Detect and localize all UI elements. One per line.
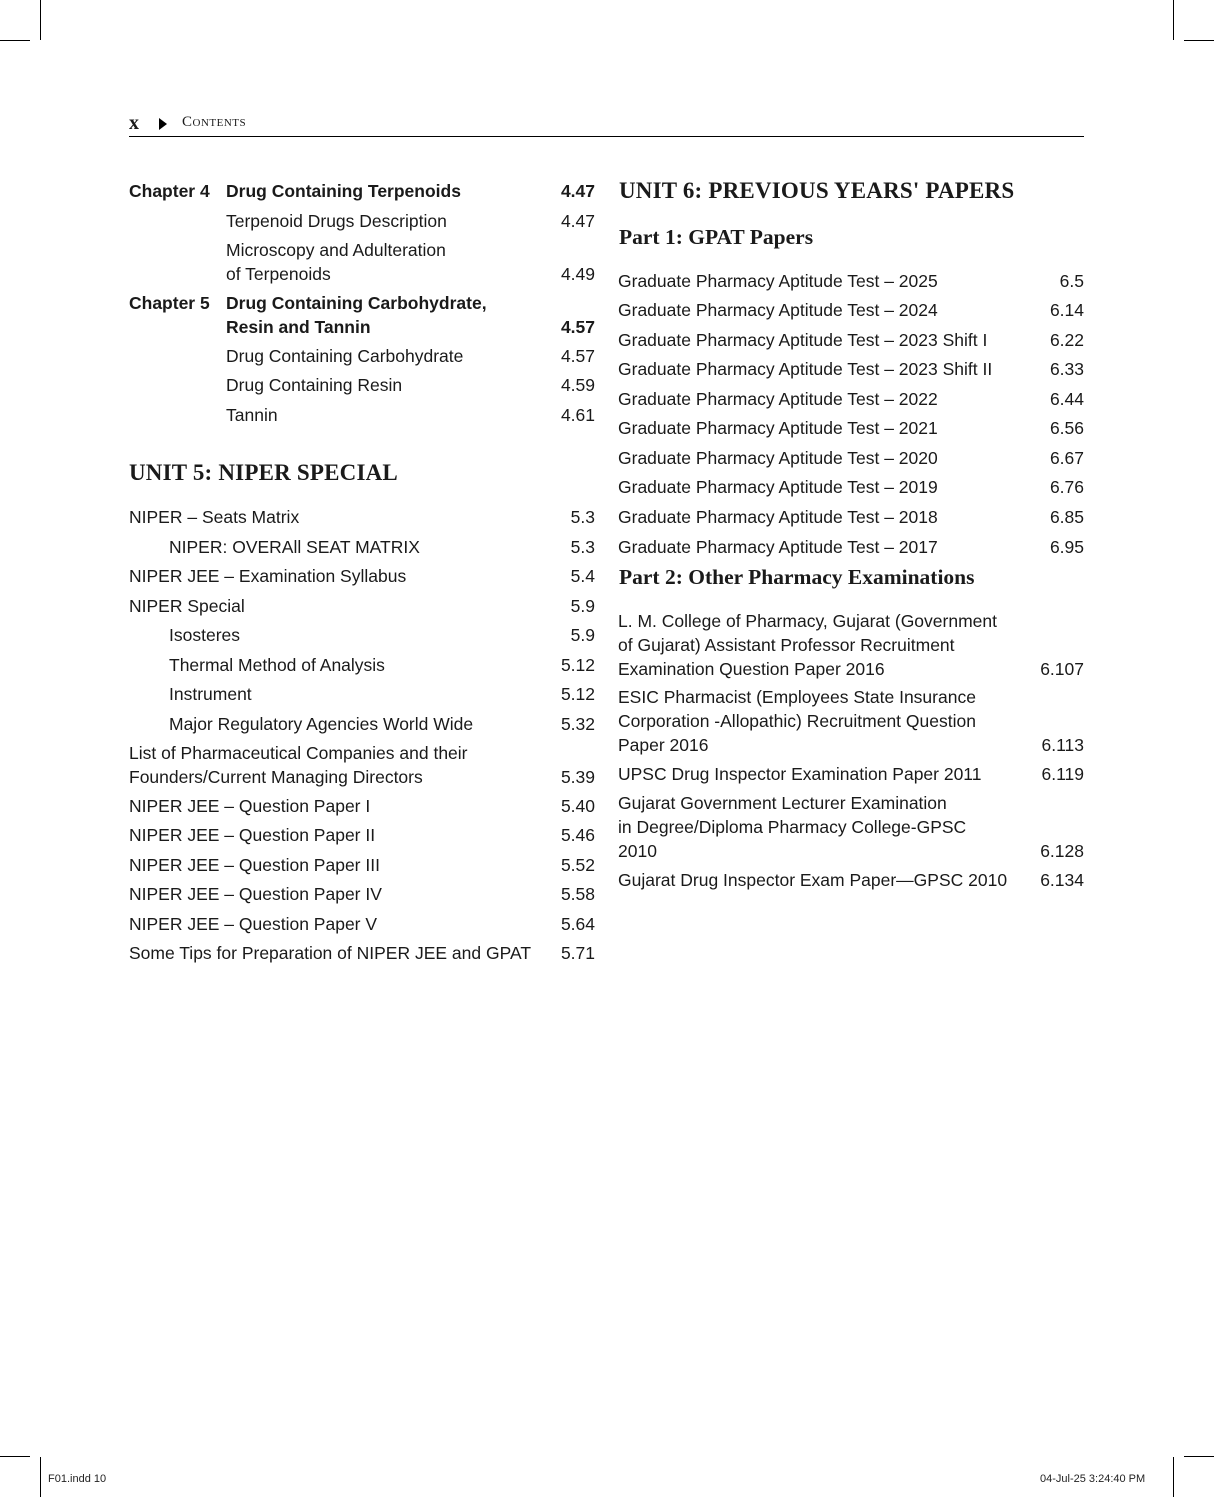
crop-mark bbox=[1173, 1457, 1174, 1497]
page-ref: 6.107 bbox=[1040, 659, 1084, 679]
page-ref: 5.40 bbox=[560, 796, 595, 816]
page-ref: 4.61 bbox=[560, 405, 595, 425]
crop-mark bbox=[1184, 40, 1214, 41]
toc-entry[interactable]: Graduate Pharmacy Aptitude Test – 2021 6.56 bbox=[618, 418, 1084, 438]
page-ref: 4.59 bbox=[560, 375, 595, 395]
page-ref: 5.3 bbox=[570, 507, 595, 527]
toc-entry[interactable]: Major Regulatory Agencies World Wide 5.32 bbox=[169, 714, 595, 734]
toc-entry[interactable]: NIPER JEE – Question Paper V 5.64 bbox=[129, 914, 595, 934]
page-ref: 4.57 bbox=[560, 346, 595, 366]
toc-entry[interactable]: Terpenoid Drugs Description 4.47 bbox=[226, 211, 595, 231]
crop-mark bbox=[0, 40, 30, 41]
part-heading: Part 1: GPAT Papers bbox=[619, 225, 814, 249]
page-ref: 4.49 bbox=[560, 264, 595, 284]
page-ref: 6.85 bbox=[1049, 507, 1084, 527]
page-ref: 6.134 bbox=[1040, 870, 1084, 890]
toc-entry[interactable]: UPSC Drug Inspector Examination Paper 2011 6.119 bbox=[618, 764, 1084, 784]
toc-entry[interactable]: Graduate Pharmacy Aptitude Test – 2022 6.44 bbox=[618, 389, 1084, 409]
crop-mark bbox=[1184, 1456, 1214, 1457]
page-ref: 5.9 bbox=[570, 625, 595, 645]
footer-file: F01.indd 10 bbox=[48, 1473, 107, 1485]
header-title: Contents bbox=[182, 114, 247, 130]
page-ref: 5.4 bbox=[570, 566, 595, 586]
page-ref: 6.128 bbox=[1040, 841, 1084, 861]
toc-entry[interactable]: Microscopy and Adulteration of Terpenoids 4.49 bbox=[226, 240, 595, 284]
page-ref: 5.9 bbox=[570, 596, 595, 616]
page-ref: 6.44 bbox=[1049, 389, 1084, 409]
page-ref: 4.57 bbox=[560, 317, 595, 337]
toc-entry[interactable]: Graduate Pharmacy Aptitude Test – 2017 6.95 bbox=[618, 537, 1084, 557]
page-ref: 6.56 bbox=[1049, 418, 1084, 438]
toc-entry[interactable]: Gujarat Drug Inspector Exam Paper—GPSC 2010 6.134 bbox=[618, 870, 1084, 890]
toc-entry[interactable]: Drug Containing Carbohydrate 4.57 bbox=[226, 346, 595, 366]
page-ref: 6.76 bbox=[1049, 477, 1084, 497]
toc-entry[interactable]: Graduate Pharmacy Aptitude Test – 2024 6.14 bbox=[618, 300, 1084, 320]
crop-mark bbox=[0, 1456, 30, 1457]
page-ref: 4.47 bbox=[560, 211, 595, 231]
part-heading: Part 2: Other Pharmacy Examinations bbox=[619, 565, 975, 589]
running-header bbox=[129, 112, 1084, 137]
toc-entry[interactable]: Graduate Pharmacy Aptitude Test – 2025 6.5 bbox=[618, 271, 1084, 291]
page-ref: 6.113 bbox=[1041, 735, 1084, 755]
page-ref: 6.5 bbox=[1059, 271, 1084, 291]
page-number: x bbox=[129, 112, 139, 134]
page-ref: 6.119 bbox=[1041, 764, 1084, 784]
toc-entry[interactable]: L. M. College of Pharmacy, Gujarat (Government of Gujarat) Assistant Professor Recruitment Examination Question Paper 2016 6.107 bbox=[618, 611, 1084, 679]
toc-entry[interactable]: NIPER – Seats Matrix 5.3 bbox=[129, 507, 595, 527]
toc-entry[interactable]: Graduate Pharmacy Aptitude Test – 2023 Shift II 6.33 bbox=[618, 359, 1084, 379]
page-ref: 5.58 bbox=[560, 884, 595, 904]
toc-entry[interactable]: Gujarat Government Lecturer Examination in Degree/Diploma Pharmacy College-GPSC 2010 6.128 bbox=[618, 793, 1084, 861]
toc-entry[interactable]: NIPER JEE – Question Paper I 5.40 bbox=[129, 796, 595, 816]
toc-entry[interactable]: Some Tips for Preparation of NIPER JEE and GPAT 5.71 bbox=[129, 943, 595, 963]
toc-entry[interactable]: Graduate Pharmacy Aptitude Test – 2023 Shift I 6.22 bbox=[618, 330, 1084, 350]
toc-entry[interactable]: List of Pharmaceutical Companies and their Founders/Current Managing Directors 5.39 bbox=[129, 743, 595, 787]
toc-entry[interactable]: NIPER: OVERAll SEAT MATRIX 5.3 bbox=[169, 537, 595, 557]
page-ref: 5.71 bbox=[560, 943, 595, 963]
toc-entry[interactable]: Isosteres 5.9 bbox=[169, 625, 595, 645]
page-ref: 5.12 bbox=[560, 655, 595, 675]
toc-entry[interactable]: NIPER JEE – Question Paper II 5.46 bbox=[129, 825, 595, 845]
page-ref: 6.67 bbox=[1049, 448, 1084, 468]
toc-entry[interactable]: NIPER JEE – Question Paper III 5.52 bbox=[129, 855, 595, 875]
toc-entry[interactable]: Drug Containing Resin 4.59 bbox=[226, 375, 595, 395]
crop-mark bbox=[1173, 0, 1174, 40]
triangle-right-icon bbox=[159, 118, 167, 130]
unit-heading: UNIT 6: PREVIOUS YEARS' PAPERS bbox=[619, 178, 1015, 203]
unit-heading: UNIT 5: NIPER SPECIAL bbox=[129, 460, 398, 485]
page-ref: 5.39 bbox=[560, 767, 595, 787]
toc-entry[interactable]: ESIC Pharmacist (Employees State Insurance Corporation -Allopathic) Recruitment Question Paper 2016 6.113 bbox=[618, 687, 1084, 755]
page-ref: 4.47 bbox=[560, 181, 595, 201]
page-ref: 5.52 bbox=[560, 855, 595, 875]
page-ref: 5.64 bbox=[560, 914, 595, 934]
toc-entry[interactable]: NIPER JEE – Question Paper IV 5.58 bbox=[129, 884, 595, 904]
toc-entry[interactable]: Graduate Pharmacy Aptitude Test – 2020 6.67 bbox=[618, 448, 1084, 468]
crop-mark bbox=[40, 1457, 41, 1497]
page-ref: 6.33 bbox=[1049, 359, 1084, 379]
page-ref: 6.14 bbox=[1049, 300, 1084, 320]
toc-entry[interactable]: Tannin 4.61 bbox=[226, 405, 595, 425]
page-ref: 5.12 bbox=[560, 684, 595, 704]
page-ref: 6.95 bbox=[1049, 537, 1084, 557]
footer-timestamp: 04-Jul-25 3:24:40 PM bbox=[1040, 1473, 1146, 1485]
page-ref: 5.46 bbox=[560, 825, 595, 845]
page-ref: 5.3 bbox=[570, 537, 595, 557]
toc-entry[interactable]: Graduate Pharmacy Aptitude Test – 2019 6.76 bbox=[618, 477, 1084, 497]
chapter-title[interactable]: Drug Containing Carbohydrate, Resin and Tannin 4.57 bbox=[226, 293, 595, 337]
toc-entry[interactable]: NIPER JEE – Examination Syllabus 5.4 bbox=[129, 566, 595, 586]
toc-entry[interactable]: NIPER Special 5.9 bbox=[129, 596, 595, 616]
toc-entry[interactable]: Thermal Method of Analysis 5.12 bbox=[169, 655, 595, 675]
chapter-title[interactable]: Drug Containing Terpenoids 4.47 bbox=[226, 181, 595, 201]
crop-mark bbox=[40, 0, 41, 40]
chapter-label: Chapter 4 bbox=[129, 181, 210, 201]
page-ref: 5.32 bbox=[560, 714, 595, 734]
page-ref: 6.22 bbox=[1049, 330, 1084, 350]
toc-entry[interactable]: Instrument 5.12 bbox=[169, 684, 595, 704]
chapter-label: Chapter 5 bbox=[129, 293, 210, 313]
toc-entry[interactable]: Graduate Pharmacy Aptitude Test – 2018 6.85 bbox=[618, 507, 1084, 527]
